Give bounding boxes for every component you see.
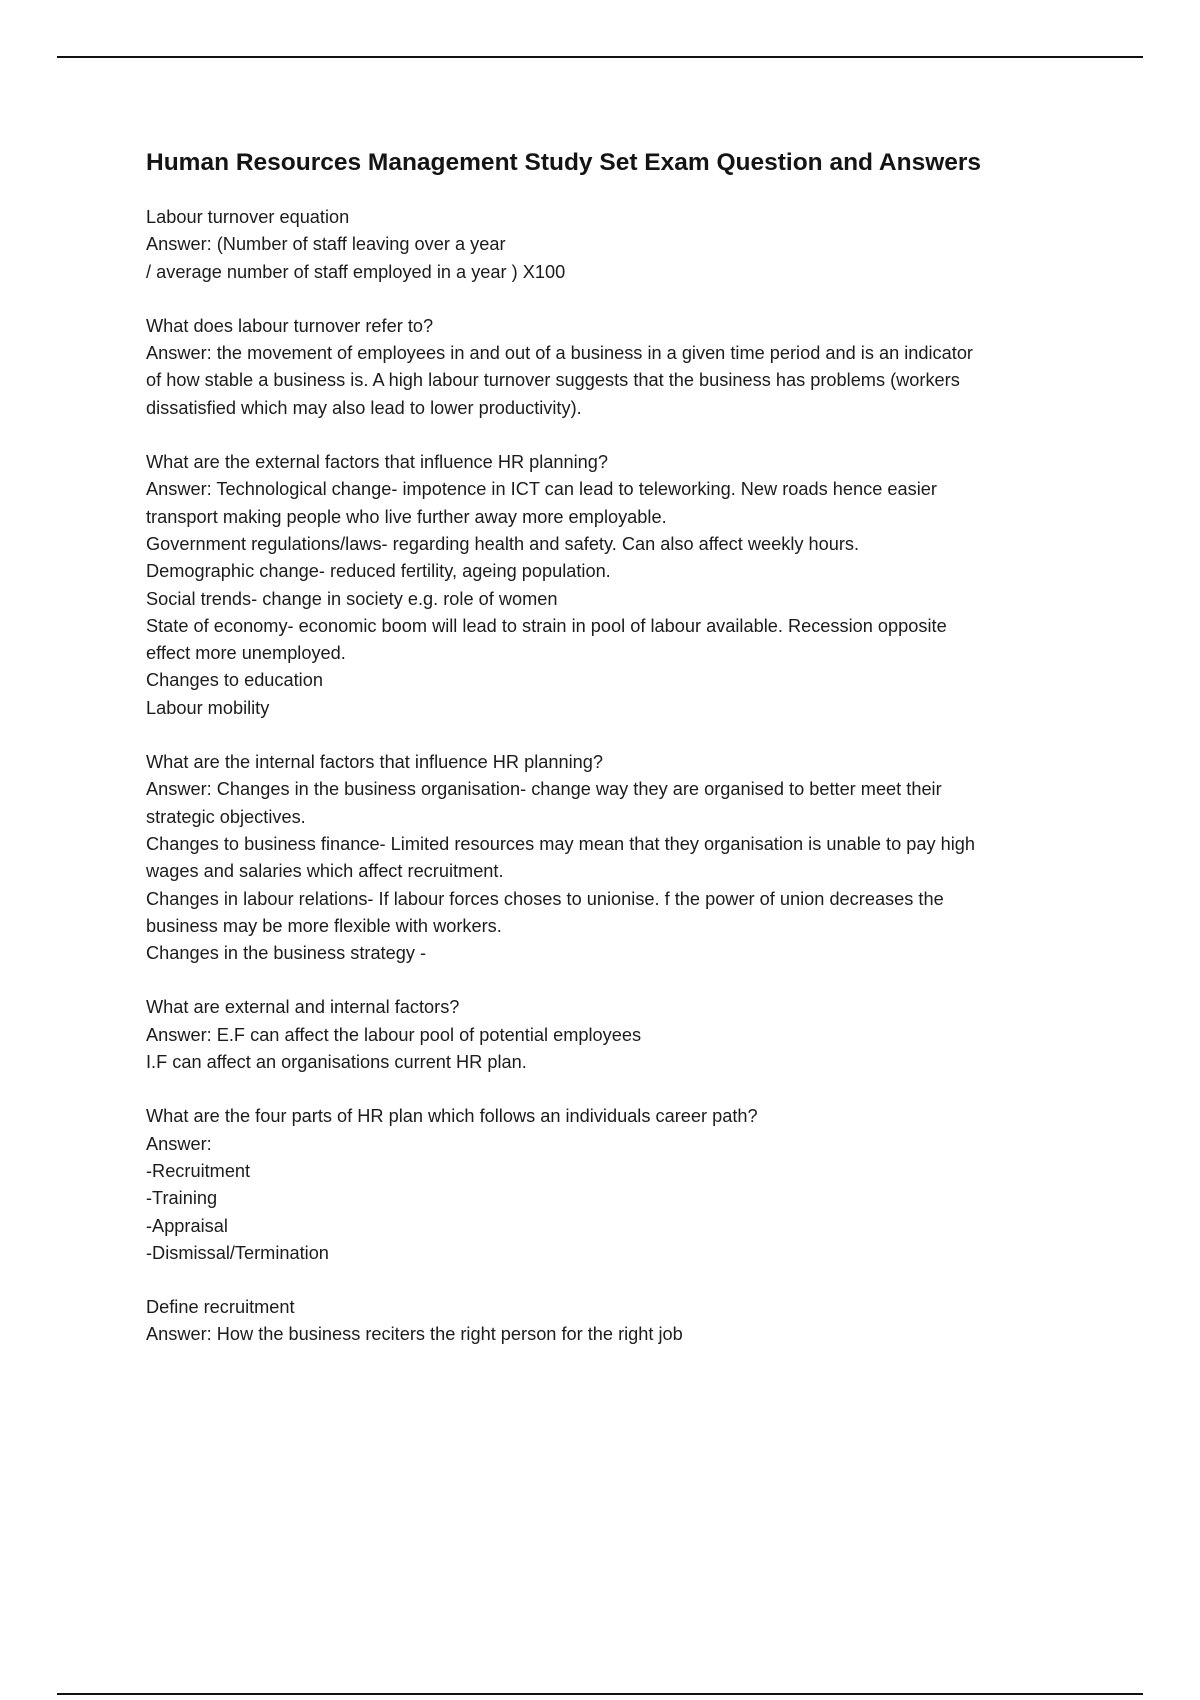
answer-line: -Training	[146, 1188, 218, 1209]
document-body	[146, 146, 1086, 1376]
answer-line: business may be more flexible with workers.	[146, 915, 502, 936]
question: Define recruitment	[146, 1297, 295, 1318]
answer-line: Answer: How the business reciters the right person for the right job	[146, 1324, 683, 1345]
answer-line: dissatisfied which may also lead to lower productivity).	[146, 397, 582, 418]
answer-line: Answer: Changes in the business organisation- change way they are organised to better meet their	[146, 779, 942, 800]
question: Labour turnover equation	[146, 207, 350, 227]
answer-line: effect more unemployed.	[146, 643, 346, 664]
question: What are the four parts of HR plan which follows an individuals career path?	[146, 1106, 758, 1127]
question: What are the internal factors that influence HR planning?	[146, 752, 603, 773]
question: What are the external factors that influence HR planning?	[146, 452, 609, 473]
qa-block	[146, 313, 1086, 422]
answer-line: / average number of staff employed in a year ) X100	[146, 261, 566, 282]
answer-line: Labour mobility	[146, 697, 270, 718]
qa-block	[146, 449, 1086, 722]
answer-line: Answer: E.F can affect the labour pool of potential employees	[146, 1024, 642, 1045]
answer-line: transport making people who live further away more employable.	[146, 506, 667, 527]
answer-line: Demographic change- reduced fertility, ageing population.	[146, 561, 611, 582]
question: What does labour turnover refer to?	[146, 315, 434, 336]
answer-line: Changes in labour relations- If labour forces choses to unionise. f the power of union decreases the	[146, 888, 944, 909]
answer-line: State of economy- economic boom will lead to strain in pool of labour available. Recession opposite	[146, 615, 947, 636]
footer-rule	[57, 1693, 1143, 1695]
qa-block	[146, 204, 1086, 286]
answer-line: Answer: (Number of staff leaving over a year	[146, 234, 506, 255]
answer-line: strategic objectives.	[146, 806, 306, 827]
answer-line: wages and salaries which affect recruitment.	[146, 861, 504, 882]
answer-line: Changes to education	[146, 670, 323, 691]
answer-line: I.F can affect an organisations current HR plan.	[146, 1052, 527, 1073]
answer-line: Changes to business finance- Limited resources may mean that they organisation is unable to pay high	[146, 833, 976, 854]
answer-line: Answer: the movement of employees in and out of a business in a given time period and is an indicator	[146, 343, 973, 364]
qa-block	[146, 994, 1086, 1076]
qa-block	[146, 1103, 1086, 1267]
answer-line: -Appraisal	[146, 1215, 228, 1236]
answer-line: Government regulations/laws- regarding health and safety. Can also affect weekly hours.	[146, 533, 860, 554]
question: What are external and internal factors?	[146, 997, 460, 1018]
header-rule	[57, 56, 1143, 58]
answer-line: Social trends- change in society e.g. role of women	[146, 588, 558, 609]
answer-line: of how stable a business is. A high labour turnover suggests that the business has problems (workers	[146, 370, 960, 391]
answer-line: Answer: Technological change- impotence in ICT can lead to teleworking. New roads hence easier	[146, 479, 937, 500]
document-title: Human Resources Management Study Set Exam Question and Answers	[146, 149, 982, 176]
answer-line: Answer:	[146, 1133, 212, 1154]
answer-line: Changes in the business strategy -	[146, 943, 427, 964]
qa-block	[146, 749, 1086, 967]
answer-line: -Dismissal/Termination	[146, 1242, 329, 1263]
qa-block	[146, 1294, 1086, 1349]
answer-line: -Recruitment	[146, 1160, 251, 1181]
